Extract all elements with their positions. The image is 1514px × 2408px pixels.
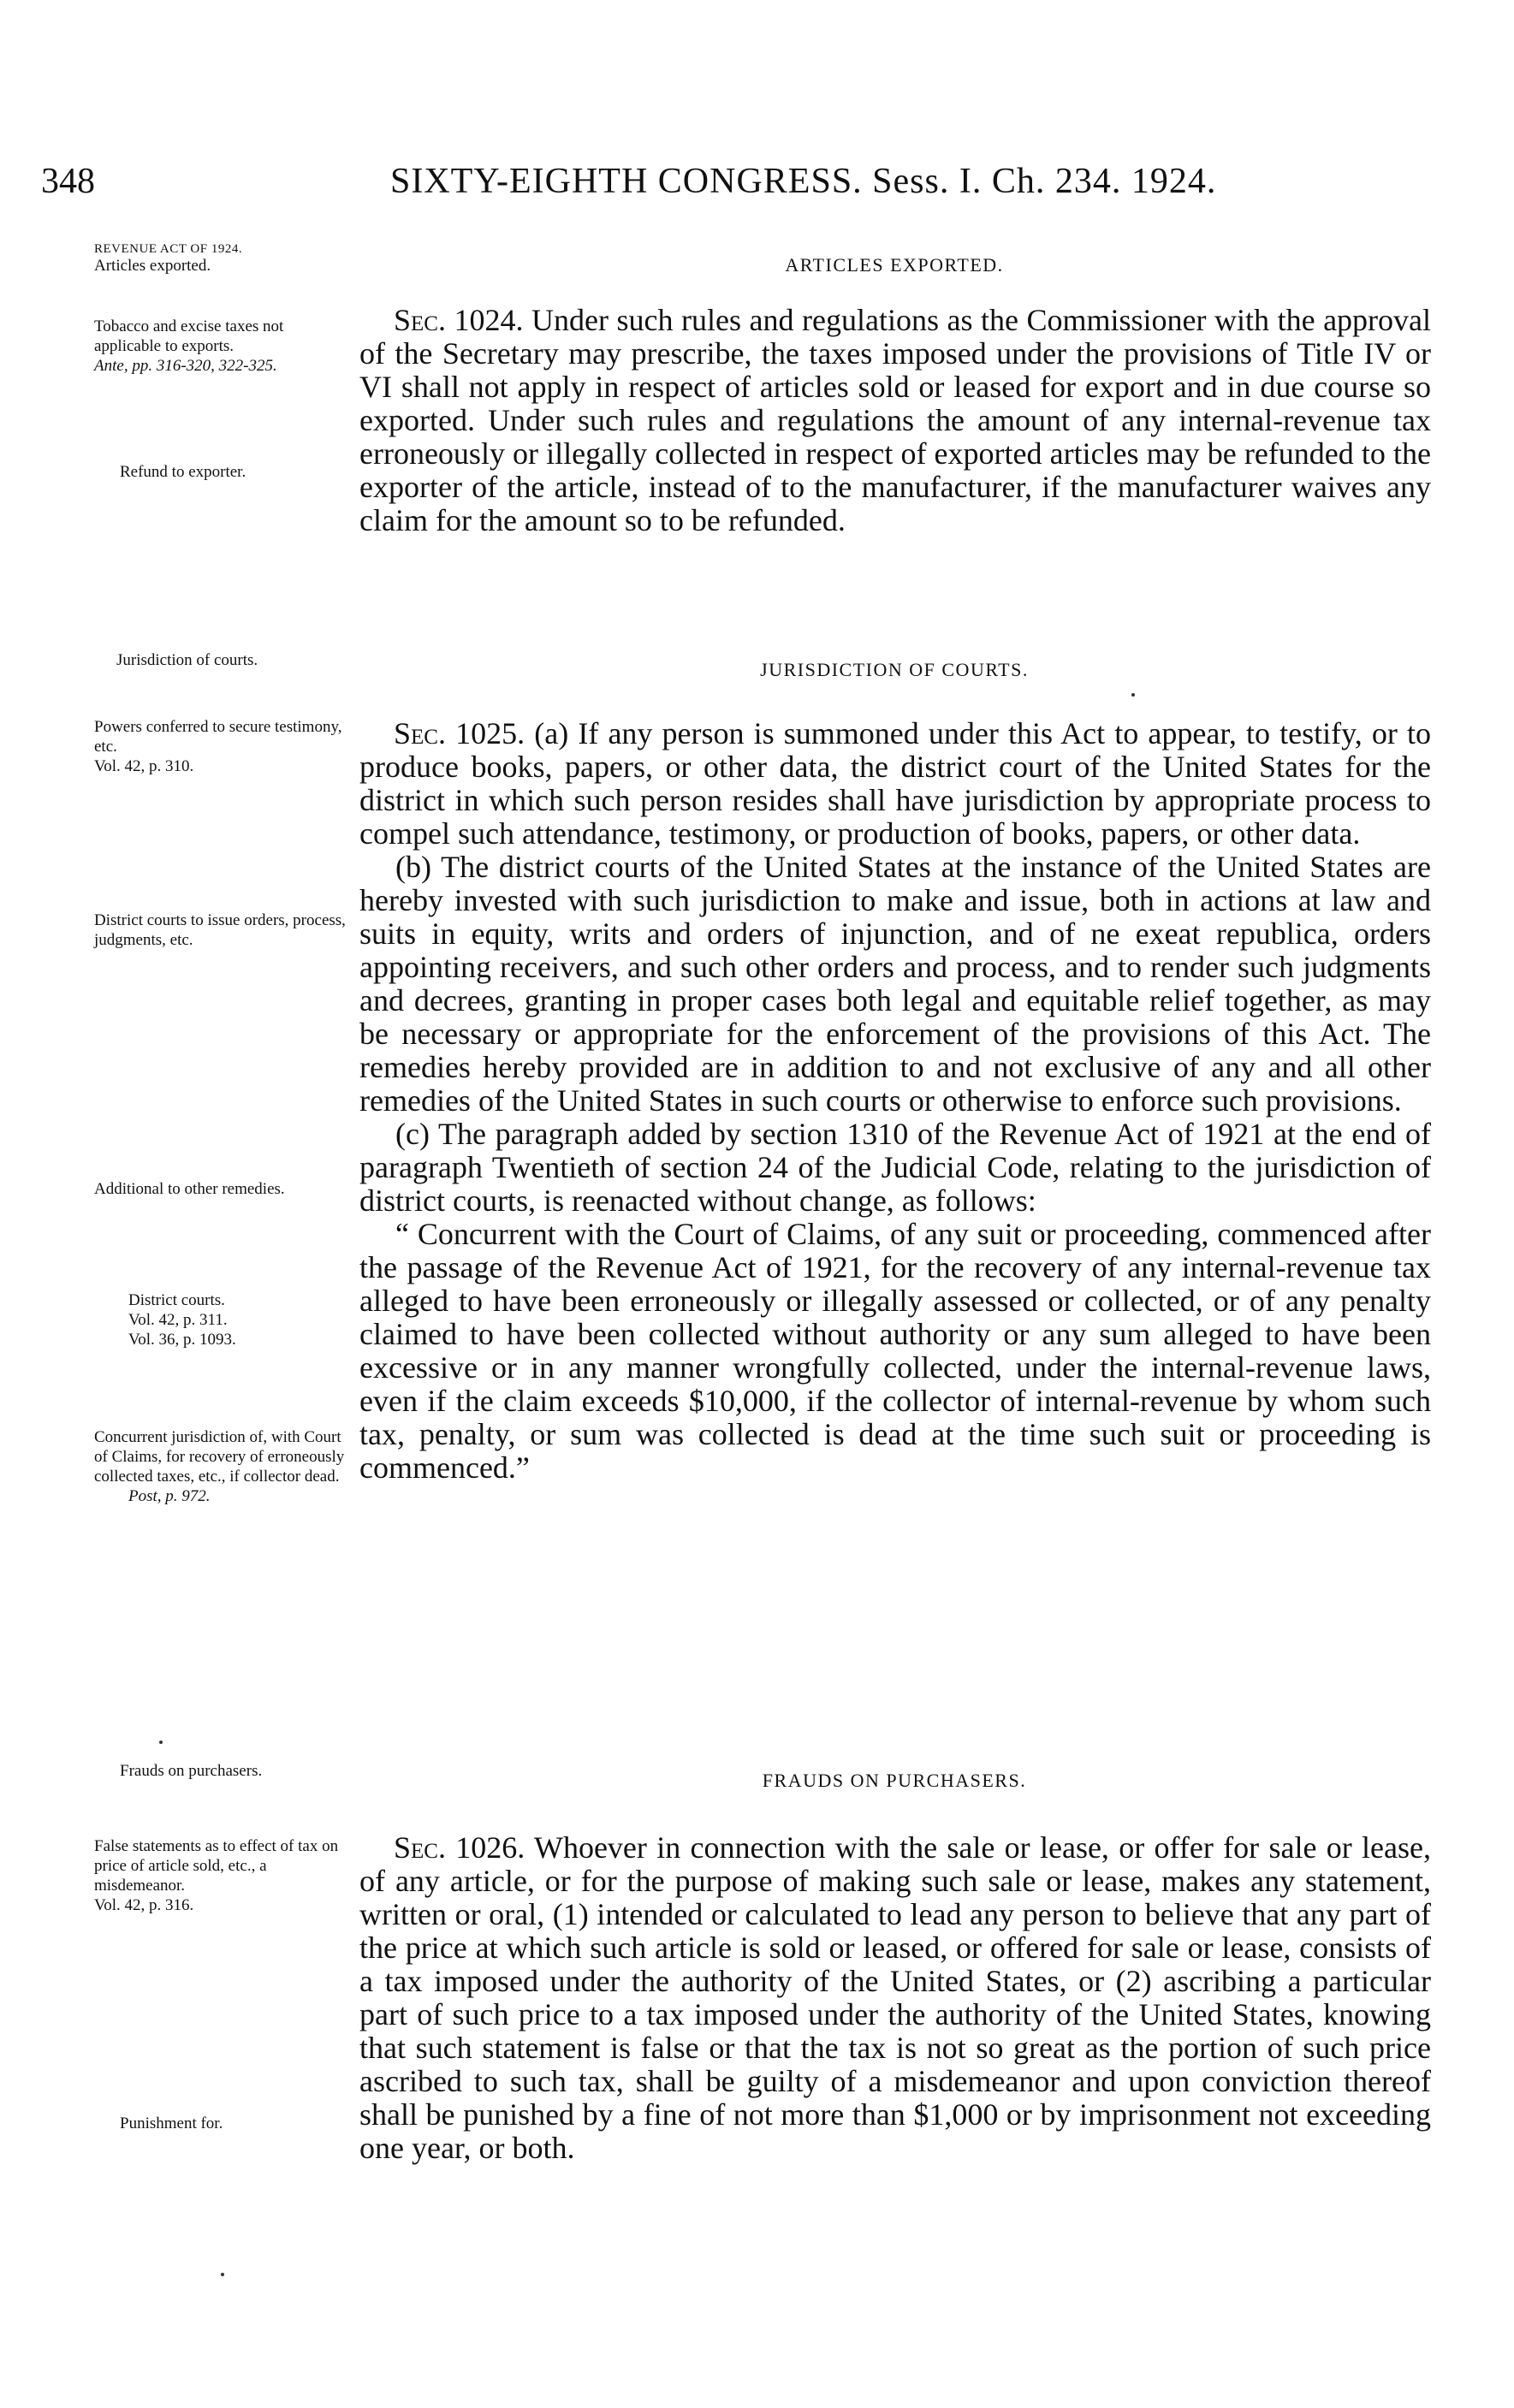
margin-district-courts-text: District courts. [128, 1291, 225, 1309]
print-speck [1131, 693, 1135, 697]
sec-1025-c: (c) The paragraph added by section 1310 of the Revenue Act of 1921 at the end of paragraph Twentieth of section 24 of the Judicial Code, relating to the jurisdiction of district courts, is reenacted without change, as follows: [359, 1117, 1431, 1218]
margin-punishment-text: Punishment for. [120, 2114, 223, 2132]
margin-ante-ref: Ante, pp. 316-320, 322-325. [94, 357, 277, 375]
margin-concurrent [94, 1427, 351, 1506]
margin-district-ref2: Vol. 36, p. 1093. [128, 1331, 236, 1349]
page-header [41, 161, 1428, 212]
sec-1025-quote: “ Concurrent with the Court of Claims, of any suit or proceeding, commenced after the passage of the Revenue Act of 1921, for the recovery of any internal-revenue tax alleged to have been erroneously or illegally assessed or collected, or of any penalty claimed to have been collected without authority or any sum alleged to have been excessive or in any manner wrongfully collected, under the internal-revenue laws, even if the claim exceeds $10,000, if the collector of internal-revenue by whom such tax, penalty, or sum was collected is dead at the time such suit or proceeding is commenced.” [359, 1217, 1431, 1485]
heading-frauds: FRAUDS ON PURCHASERS. [762, 1770, 1027, 1791]
margin-powers-ref: Vol. 42, p. 310. [94, 757, 194, 775]
sec-1025-b: (b) The district courts of the United States at the instance of the United States are hereby invested with such jurisdiction to make and issue, both in actions at law and suits in equity, writs and orders of injunction, and of ne exeat republica, orders appointing receivers, and such other orders and process, and to render such judgments and decrees, granting in proper cases both legal and equitable relief together, as may be necessary or appropriate for the enforcement of the provisions of this Act. The remedies hereby provided are in addition to and not exclusive of any and all other remedies of the United States in such courts or otherwise to enforce such provisions. [359, 850, 1431, 1118]
margin-district-ref1: Vol. 42, p. 311. [128, 1311, 228, 1329]
margin-additional-text: Additional to other remedies. [94, 1180, 285, 1198]
print-speck [221, 2273, 224, 2276]
heading-jurisdiction: JURISDICTION OF COURTS. [760, 659, 1029, 680]
sec-1025-label: Sec. 1025. [394, 716, 525, 750]
sec-1025-a: (a) If any person is summoned under this Act to appear, to testify, or to produce books, papers, or other data, the district court of the United States for the district in which such person resides shall have jurisdiction by appropriate process to compel such attendance, testimony, or production of books, papers, or other data. [359, 716, 1432, 851]
margin-false-ref: Vol. 42, p. 316. [94, 1896, 194, 1914]
sec-1024-label: Sec. 1024. [394, 303, 524, 337]
margin-tobacco [94, 317, 351, 376]
margin-articles-exported: Articles exported. [94, 257, 211, 275]
print-speck [159, 1741, 163, 1744]
margin-act-label-text: REVENUE ACT OF 1924. [94, 242, 243, 256]
margin-refund-text: Refund to exporter. [120, 463, 246, 481]
margin-district-courts [128, 1290, 385, 1349]
margin-frauds-text: Frauds on purchasers. [120, 1762, 263, 1780]
margin-district-issue [94, 910, 351, 950]
margin-tobacco-text: Tobacco and excise taxes not applicable to exports. [94, 317, 284, 355]
section-1025 [359, 717, 1431, 1485]
sec-1026-label: Sec. 1026. [394, 1830, 525, 1865]
page-number: 348 [41, 162, 95, 201]
margin-jurisdiction [116, 650, 373, 670]
margin-post-ref: Post, p. 972. [128, 1487, 211, 1505]
sec-1026-text: Whoever in connection with the sale or lease, or offer for sale or lease, of any article, or for the purpose of making such sale or lease, makes any statement, written or oral, (1) intended or calculated to lead any person to believe that any part of the price at which such article is sold or leased, or offered for sale or lease, consists of a tax imposed under the authority of the United States, or (2) ascribing a particular part of such price to a tax imposed under the authority of the United States, knowing that such statement is false or that the tax is not so great as the portion of such price ascribed to such tax, shall be guilty of a misdemeanor and upon conviction thereof shall be punished by a fine of not more than $1,000 or by imprisonment not exceeding one year, or both. [359, 1830, 1431, 2165]
margin-refund [120, 462, 377, 482]
section-1026 [359, 1831, 1431, 2165]
margin-district-issue-text: District courts to issue orders, process, judgments, etc. [94, 911, 346, 949]
section-1024 [359, 304, 1431, 537]
margin-concurrent-text: Concurrent jurisdiction of, with Court of Claims, for recovery of erroneously collected taxes, etc., if collector dead. [94, 1428, 345, 1486]
margin-powers [94, 717, 351, 776]
margin-powers-text: Powers conferred to secure testimony, etc. [94, 718, 342, 756]
margin-act-label [94, 241, 351, 274]
heading-articles-exported: ARTICLES EXPORTED. [785, 254, 1004, 276]
margin-jurisdiction-text: Jurisdiction of courts. [116, 651, 258, 669]
margin-false-statements [94, 1836, 351, 1915]
margin-punishment [120, 2114, 377, 2133]
running-title: SIXTY-EIGHTH CONGRESS. Sess. I. Ch. 234. 1924. [390, 162, 1217, 201]
sec-1024-text: Under such rules and regulations as the Commissioner with the approval of the Secretary may prescribe, the taxes imposed under the provisions of Title IV or VI shall not apply in respect of articles sold or leased for export and in due course so exported. Under such rules and regulations the amount of any internal-revenue tax erroneously or illegally collected in respect of exported articles may be refunded to the exporter of the article, instead of to the manufacturer, if the manufacturer waives any claim for the amount so to be refunded. [359, 303, 1432, 537]
margin-additional [94, 1179, 351, 1199]
margin-false-statements-text: False statements as to effect of tax on price of article sold, etc., a misdemeanor. [94, 1837, 339, 1895]
margin-frauds [120, 1761, 377, 1781]
